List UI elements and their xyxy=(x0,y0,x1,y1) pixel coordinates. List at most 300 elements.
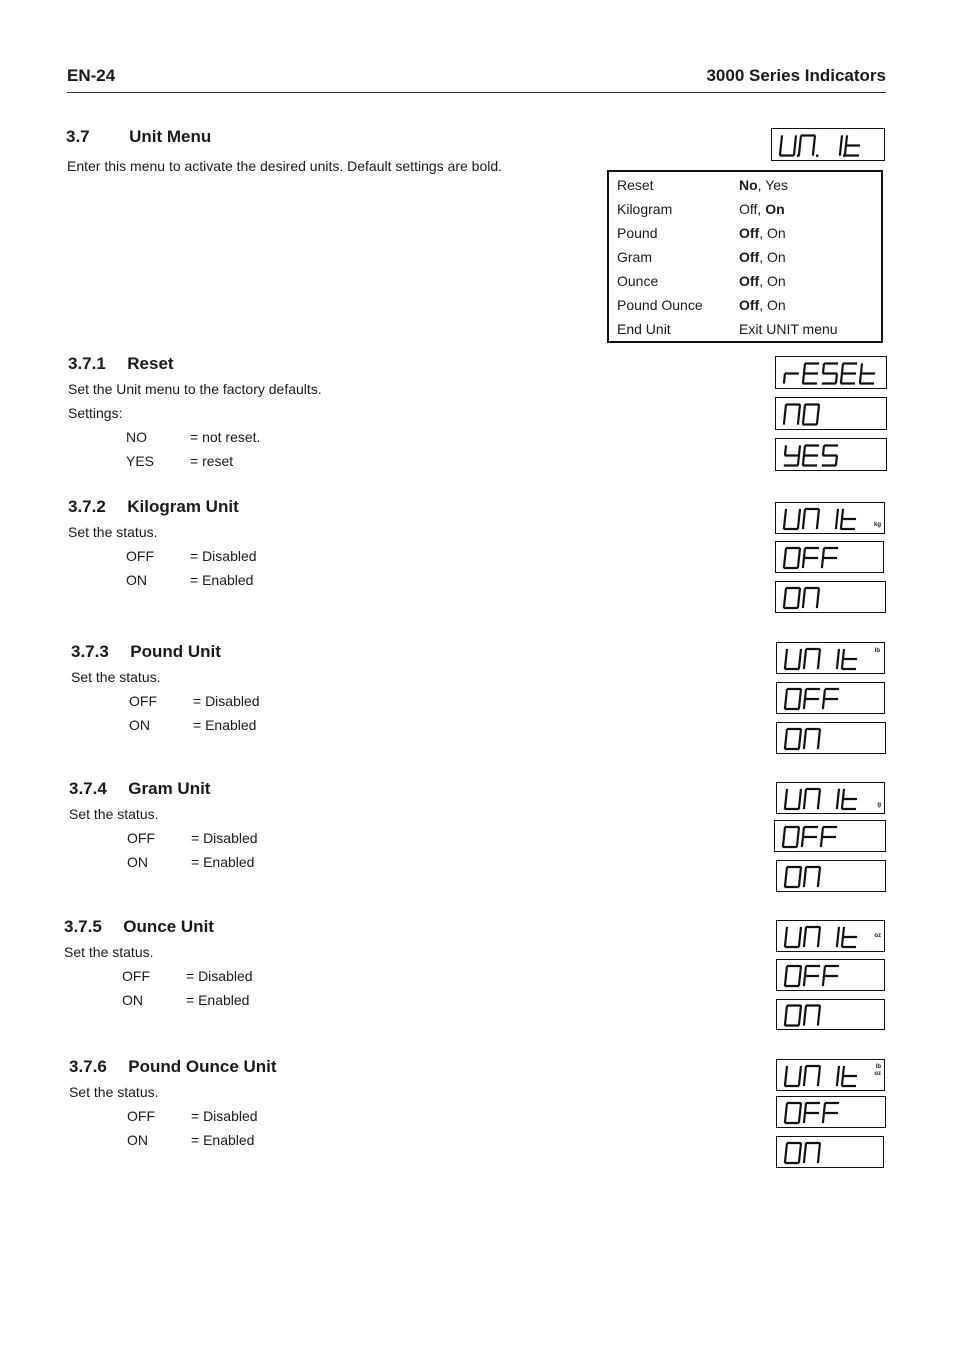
lcd-segment xyxy=(800,650,801,658)
lcd-segment xyxy=(784,375,785,383)
lcd-pound-ounce-off xyxy=(776,1096,886,1128)
pound-ounce-option-off-key: OFF xyxy=(127,1108,155,1124)
unit-table-label: End Unit xyxy=(617,321,671,337)
reset-description: Set the Unit menu to the factory defaults. xyxy=(68,381,322,397)
lcd-segment xyxy=(837,938,838,946)
lcd-segment xyxy=(837,800,838,808)
lcd-segment xyxy=(823,549,824,557)
lcd-segment xyxy=(798,828,799,836)
lcd-decimal-point xyxy=(816,155,818,157)
lcd-glyph xyxy=(823,689,838,708)
lcd-glyph xyxy=(785,1103,801,1123)
lcd-segment xyxy=(804,938,805,946)
unit-table-label: Kilogram xyxy=(617,201,673,217)
lcd-gram-unit xyxy=(776,782,885,814)
lcd-glyph xyxy=(803,509,819,528)
section-heading-kilogram xyxy=(68,497,239,517)
lcd-segment xyxy=(800,690,801,698)
lcd-segment xyxy=(799,1077,800,1085)
lcd-segment xyxy=(803,559,804,567)
unit-table-default: Off xyxy=(739,297,760,313)
section-title: Ounce Unit xyxy=(123,917,214,936)
section-number: 3.7.4 xyxy=(69,779,107,798)
lcd-segment xyxy=(799,660,800,668)
lcd-segment xyxy=(804,365,805,373)
gram-option-off-value: = Disabled xyxy=(191,830,258,846)
lcd-glyph xyxy=(784,447,800,466)
lcd-segment xyxy=(799,740,800,748)
lcd-glyph xyxy=(784,374,798,383)
lcd-segment xyxy=(785,1077,786,1085)
unit-table-label: Ounce xyxy=(617,273,659,289)
lcd-glyph xyxy=(804,966,819,985)
lcd-segment xyxy=(823,977,824,985)
lcd-segment xyxy=(845,147,846,155)
lcd-segment xyxy=(785,406,786,414)
lcd-segment xyxy=(842,938,843,946)
lcd-glyph xyxy=(821,827,836,846)
section-title: Gram Unit xyxy=(128,779,211,798)
lcd-segment xyxy=(805,730,806,738)
lcd-segment xyxy=(817,520,818,528)
lcd-glyph xyxy=(785,1006,801,1026)
lcd-glyph xyxy=(842,1067,857,1086)
lcd-segment xyxy=(818,878,819,886)
unit-table-row xyxy=(609,225,881,249)
lcd-glyph xyxy=(785,650,801,669)
lcd-segment xyxy=(842,510,843,518)
lcd-segment xyxy=(785,549,786,557)
lcd-ounce-unit xyxy=(776,920,885,952)
lcd-pound-ounce-off-segments xyxy=(777,1097,887,1129)
unit-table-row xyxy=(609,177,881,201)
lcd-segment xyxy=(817,416,818,424)
lcd-segment xyxy=(785,1017,786,1025)
lcd-glyph xyxy=(804,729,820,748)
lcd-segment xyxy=(804,740,805,748)
lcd-segment xyxy=(786,1067,787,1075)
kilogram-option-off-key: OFF xyxy=(126,548,154,564)
lcd-segment xyxy=(805,690,806,698)
lcd-segment xyxy=(803,416,804,424)
lcd-glyph xyxy=(837,1067,839,1085)
lcd-segment xyxy=(846,137,847,145)
lcd-ounce-on xyxy=(776,999,885,1030)
lcd-segment xyxy=(842,1077,843,1085)
unit-table-setting xyxy=(739,249,786,265)
lcd-segment xyxy=(786,1007,787,1015)
lcd-glyph xyxy=(802,827,817,846)
lcd-segment xyxy=(786,967,787,975)
pound-option-on-key: ON xyxy=(129,717,150,733)
section-heading-pound-ounce xyxy=(69,1057,277,1077)
lcd-segment xyxy=(800,1144,801,1152)
lcd-glyph xyxy=(785,1143,801,1163)
lcd-segment xyxy=(785,447,786,455)
lcd-segment xyxy=(819,928,820,936)
lcd-glyph xyxy=(837,928,839,946)
lcd-reset-yes-segments xyxy=(776,439,888,472)
lcd-glyph xyxy=(785,1067,801,1086)
kilogram-option-on-value: = Enabled xyxy=(190,572,254,588)
unit-table-alternative: , On xyxy=(759,273,786,289)
lcd-kilogram-unit xyxy=(775,502,885,534)
unit-table-default: Off xyxy=(739,249,760,265)
lcd-segment xyxy=(785,589,786,597)
lcd-glyph xyxy=(822,548,837,567)
lcd-segment xyxy=(800,1104,801,1112)
lcd-pound-off xyxy=(776,682,885,714)
lcd-segment xyxy=(804,878,805,886)
unit-table-setting xyxy=(739,297,786,313)
ounce-description: Set the status. xyxy=(64,944,154,960)
lcd-segment xyxy=(800,928,801,936)
lcd-reset-no-segments xyxy=(776,398,888,431)
lcd-segment xyxy=(823,365,824,373)
section-title: Kilogram Unit xyxy=(127,497,239,516)
lcd-segment xyxy=(843,928,844,936)
lcd-segment xyxy=(860,375,861,383)
unit-table-row xyxy=(609,249,881,273)
lcd-glyph xyxy=(822,446,838,466)
unit-table-alternative: , On xyxy=(759,225,786,241)
unit-table-setting xyxy=(739,225,786,241)
lcd-segment xyxy=(836,457,837,465)
lcd-glyph xyxy=(804,927,820,946)
lcd-segment xyxy=(798,559,799,567)
lcd-segment xyxy=(837,1077,838,1085)
unit-table-default: On xyxy=(765,201,785,217)
lcd-segment xyxy=(824,1104,825,1112)
lcd-gram-off-segments xyxy=(775,821,887,853)
lcd-segment xyxy=(783,838,784,846)
lcd-unit-menu xyxy=(771,128,885,161)
pound-ounce-unit-indicator-oz: oz xyxy=(874,1071,881,1077)
lcd-segment xyxy=(786,1144,787,1152)
lcd-segment xyxy=(840,147,841,155)
reset-option-no-key: NO xyxy=(126,429,147,445)
lcd-glyph xyxy=(785,928,801,947)
kilogram-unit-indicator: kg xyxy=(873,522,881,528)
lcd-segment xyxy=(803,828,804,836)
lcd-glyph xyxy=(860,365,875,384)
unit-table-setting xyxy=(739,273,786,289)
lcd-gram-off xyxy=(774,820,886,852)
lcd-segment xyxy=(843,790,844,798)
lcd-glyph xyxy=(842,928,857,947)
lcd-gram-on-segments xyxy=(777,861,887,893)
lcd-segment xyxy=(785,660,786,668)
section-title: Pound Unit xyxy=(130,642,221,661)
lcd-pound-unit-segments xyxy=(777,643,886,675)
lcd-pound-ounce-on xyxy=(776,1136,884,1168)
lcd-segment xyxy=(841,375,842,383)
section-title: Unit Menu xyxy=(129,127,212,146)
lcd-segment xyxy=(818,660,819,668)
lcd-segment xyxy=(819,1067,820,1075)
lcd-glyph xyxy=(785,790,801,809)
lcd-ounce-off xyxy=(776,959,885,991)
lcd-segment xyxy=(804,977,805,985)
lcd-glyph xyxy=(837,790,839,808)
lcd-segment xyxy=(805,967,806,975)
lcd-segment xyxy=(804,510,805,518)
pound-ounce-option-on-key: ON xyxy=(127,1132,148,1148)
lcd-segment xyxy=(804,406,805,414)
lcd-reset-yes xyxy=(775,438,887,471)
lcd-glyph xyxy=(803,405,819,425)
lcd-segment xyxy=(838,1067,839,1075)
lcd-kilogram-off xyxy=(775,541,884,573)
lcd-gram-on xyxy=(776,860,886,892)
lcd-segment xyxy=(786,868,787,876)
reset-settings-label: Settings: xyxy=(68,405,123,421)
lcd-segment xyxy=(819,1007,820,1015)
reset-option-no-value: = not reset. xyxy=(190,429,261,445)
lcd-segment xyxy=(805,1144,806,1152)
lcd-glyph xyxy=(803,548,818,567)
lcd-segment xyxy=(804,549,805,557)
unit-table-row xyxy=(609,201,881,225)
lcd-segment xyxy=(786,790,787,798)
gram-option-off-key: OFF xyxy=(127,830,155,846)
lcd-segment xyxy=(813,147,814,155)
unit-table-default: No xyxy=(739,177,758,193)
lcd-segment xyxy=(786,1104,787,1112)
pound-description: Set the status. xyxy=(71,669,161,685)
unit-table-row xyxy=(609,297,881,321)
lcd-segment xyxy=(799,447,800,455)
lcd-segment xyxy=(804,700,805,708)
lcd-segment xyxy=(822,828,823,836)
lcd-glyph xyxy=(784,588,800,608)
lcd-glyph xyxy=(804,1066,820,1085)
lcd-reset-segments xyxy=(776,357,888,390)
gram-option-on-value: = Enabled xyxy=(191,854,255,870)
section-heading-reset xyxy=(68,354,174,374)
lcd-glyph xyxy=(785,867,801,887)
lcd-segment xyxy=(805,650,806,658)
lcd-segment xyxy=(798,457,799,465)
lcd-segment xyxy=(818,589,819,597)
lcd-segment xyxy=(805,1067,806,1075)
ounce-option-off-value: = Disabled xyxy=(186,968,253,984)
lcd-kilogram-unit-segments xyxy=(776,503,886,535)
lcd-segment xyxy=(798,416,799,424)
lcd-segment xyxy=(799,549,800,557)
unit-table-setting xyxy=(739,177,788,193)
lcd-segment xyxy=(842,365,843,373)
lcd-glyph xyxy=(804,789,820,808)
lcd-segment xyxy=(804,1114,805,1122)
lcd-segment xyxy=(842,800,843,808)
lcd-segment xyxy=(805,1104,806,1112)
lcd-segment xyxy=(803,457,804,465)
lcd-segment xyxy=(798,520,799,528)
lcd-segment xyxy=(818,800,819,808)
lcd-glyph xyxy=(822,364,838,384)
lcd-segment xyxy=(786,690,787,698)
lcd-glyph xyxy=(803,364,818,384)
lcd-segment xyxy=(798,599,799,607)
lcd-segment xyxy=(804,800,805,808)
lcd-ounce-unit-segments xyxy=(777,921,886,953)
lcd-segment xyxy=(823,1114,824,1122)
lcd-segment xyxy=(837,660,838,668)
ounce-unit-indicator: oz xyxy=(874,933,881,939)
ounce-option-on-key: ON xyxy=(122,992,143,1008)
lcd-segment xyxy=(836,520,837,528)
lcd-glyph xyxy=(837,650,839,668)
header-rule xyxy=(67,92,886,93)
lcd-segment xyxy=(785,740,786,748)
pound-option-off-key: OFF xyxy=(129,693,157,709)
lcd-segment xyxy=(804,1017,805,1025)
lcd-segment xyxy=(785,510,786,518)
lcd-segment xyxy=(799,977,800,985)
lcd-segment xyxy=(805,1007,806,1015)
lcd-segment xyxy=(841,520,842,528)
lcd-glyph xyxy=(841,364,856,384)
lcd-segment xyxy=(784,520,785,528)
lcd-glyph xyxy=(845,137,860,156)
lcd-segment xyxy=(823,447,824,455)
pound-ounce-unit-indicator-lb: lb xyxy=(875,1064,881,1070)
lcd-pound-ounce-unit xyxy=(776,1059,885,1091)
pound-option-off-value: = Disabled xyxy=(193,693,260,709)
lcd-segment xyxy=(805,928,806,936)
lcd-segment xyxy=(800,790,801,798)
lcd-glyph xyxy=(840,137,842,155)
lcd-segment xyxy=(804,589,805,597)
lcd-segment xyxy=(786,928,787,936)
lcd-segment xyxy=(799,147,800,155)
ounce-option-off-key: OFF xyxy=(122,968,150,984)
lcd-segment xyxy=(784,416,785,424)
section-number: 3.7.3 xyxy=(71,642,109,661)
section-title: Pound Ounce Unit xyxy=(128,1057,277,1076)
lcd-segment xyxy=(818,938,819,946)
pound-ounce-option-on-value: = Enabled xyxy=(191,1132,255,1148)
lcd-segment xyxy=(818,406,819,414)
lcd-segment xyxy=(819,790,820,798)
lcd-segment xyxy=(800,868,801,876)
lcd-segment xyxy=(824,690,825,698)
lcd-glyph xyxy=(841,510,856,529)
lcd-segment xyxy=(818,510,819,518)
section-heading-gram xyxy=(69,779,210,799)
lcd-segment xyxy=(838,928,839,936)
lcd-segment xyxy=(797,838,798,846)
lcd-segment xyxy=(822,559,823,567)
lcd-glyph xyxy=(823,1103,838,1122)
lcd-segment xyxy=(805,790,806,798)
lcd-segment xyxy=(785,977,786,985)
lcd-segment xyxy=(821,838,822,846)
lcd-reset xyxy=(775,356,887,389)
section-number: 3.7.2 xyxy=(68,497,106,516)
lcd-unit-menu-segments xyxy=(772,129,886,162)
lcd-segment xyxy=(819,650,820,658)
lcd-segment xyxy=(800,1007,801,1015)
section-heading-pound xyxy=(71,642,221,662)
lcd-glyph xyxy=(804,867,820,886)
lcd-glyph xyxy=(785,729,801,749)
lcd-glyph xyxy=(784,405,800,424)
lcd-glyph xyxy=(784,510,800,529)
lcd-segment xyxy=(818,740,819,748)
lcd-segment xyxy=(799,1114,800,1122)
unit-table-alternative: , On xyxy=(759,249,786,265)
lcd-segment xyxy=(841,137,842,145)
lcd-glyph xyxy=(785,689,801,709)
section-number: 3.7 xyxy=(66,127,90,146)
lcd-glyph xyxy=(842,790,857,809)
lcd-glyph xyxy=(804,1103,819,1122)
reset-option-yes-key: YES xyxy=(126,453,155,469)
section-heading-unit-menu xyxy=(66,127,211,147)
lcd-segment xyxy=(784,599,785,607)
kilogram-description: Set the status. xyxy=(68,524,158,540)
unit-table-alternative: , On xyxy=(759,297,786,313)
kilogram-option-off-value: = Disabled xyxy=(190,548,257,564)
lcd-segment xyxy=(819,730,820,738)
unit-menu-intro: Enter this menu to activate the desired units. Default settings are bold. xyxy=(67,158,503,174)
lcd-segment xyxy=(785,878,786,886)
lcd-segment xyxy=(799,510,800,518)
unit-table-label: Pound Ounce xyxy=(617,297,703,313)
lcd-ounce-off-segments xyxy=(777,960,886,992)
lcd-segment xyxy=(800,1067,801,1075)
lcd-segment xyxy=(838,650,839,658)
lcd-segment xyxy=(837,510,838,518)
section-number: 3.7.6 xyxy=(69,1057,107,1076)
lcd-segment xyxy=(785,800,786,808)
lcd-kilogram-off-segments xyxy=(776,542,885,574)
lcd-segment xyxy=(824,967,825,975)
unit-table-alternative: Exit UNIT menu xyxy=(739,321,838,337)
lcd-segment xyxy=(785,938,786,946)
lcd-segment xyxy=(786,730,787,738)
page-number: EN-24 xyxy=(67,66,116,85)
lcd-segment xyxy=(780,147,781,155)
lcd-segment xyxy=(817,599,818,607)
document-title: 3000 Series Indicators xyxy=(706,66,886,85)
pound-ounce-option-off-value: = Disabled xyxy=(191,1108,258,1124)
lcd-ounce-on-segments xyxy=(777,1000,886,1031)
lcd-segment xyxy=(838,790,839,798)
lcd-reset-no xyxy=(775,397,887,430)
lcd-segment xyxy=(803,375,804,383)
gram-unit-indicator: g xyxy=(877,802,881,808)
lcd-segment xyxy=(804,447,805,455)
lcd-kilogram-on-segments xyxy=(776,582,887,614)
section-title: Reset xyxy=(127,354,174,373)
lcd-segment xyxy=(785,1114,786,1122)
lcd-segment xyxy=(799,1017,800,1025)
lcd-pound-unit xyxy=(776,642,885,674)
lcd-segment xyxy=(785,1154,786,1162)
ounce-option-on-value: = Enabled xyxy=(186,992,250,1008)
lcd-segment xyxy=(803,520,804,528)
section-heading-ounce xyxy=(64,917,214,937)
gram-description: Set the status. xyxy=(69,806,159,822)
lcd-glyph xyxy=(804,1143,820,1162)
unit-table-label: Reset xyxy=(617,177,654,193)
lcd-segment xyxy=(800,967,801,975)
unit-table-label: Pound xyxy=(617,225,658,241)
lcd-segment xyxy=(781,137,782,145)
